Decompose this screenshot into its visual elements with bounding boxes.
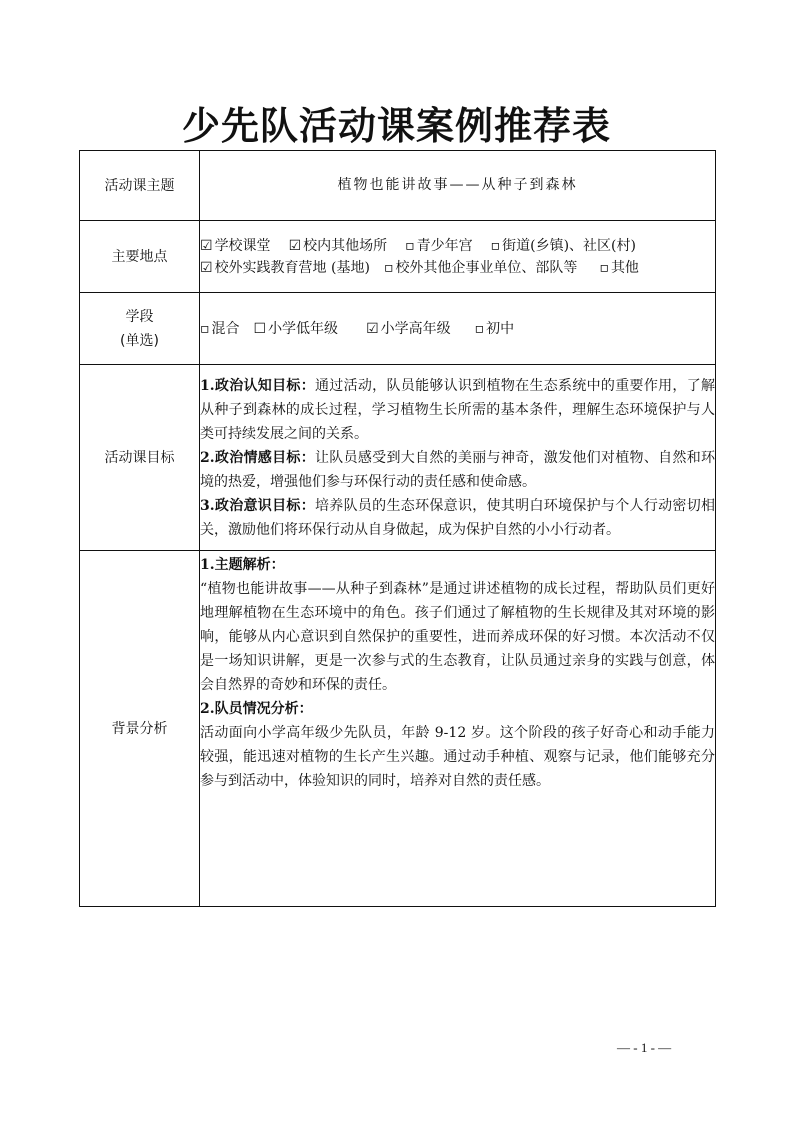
location-options-line1 [200,235,715,257]
page-number: — - 1 - — [617,1040,672,1055]
option-label: 初中 [486,320,515,337]
theme-value: 植物也能讲故事——从种子到森林 [200,151,716,221]
goal-text: 培养队员的生态环保意识，使其明白环境保护与个人行动密切相关，激励他们将环保行动从自身做起，成为保护自然的小小行动者。 [200,497,716,538]
goals-label: 活动课目标 [80,365,200,551]
background-label: 背景分析 [80,551,200,907]
option-label: 其他 [610,259,639,276]
goal-head: 1.政治认知目标： [200,377,315,394]
radio-empty-icon: ▫ [200,320,210,337]
radio-checked-icon: ☑ [366,320,379,337]
background-section1-text: “植物也能讲故事——从种子到森林”是通过讲述植物的成长过程，帮助队员们更好地理解植物在生态环境中的角色。孩子们通过了解植物的生长规律及其对环境的影响，能够从内心意识到自然保护的重要性，进而养成环保的好习惯。本次活动不仅是一场知识讲解，更是一次参与式的生态教育，让队员通过亲身的实践与创意，体会自然界的奇妙和环保的责任。 [200,581,715,693]
radio-empty-icon: ☐ [253,320,267,337]
checkbox-checked-icon: ☑ [200,237,213,254]
option-label: 小学高年级 [380,320,451,337]
background-content [200,551,716,907]
checkbox-empty-icon: ▫ [383,259,394,276]
location-option-practice-base[interactable] [200,257,370,279]
goal-text: 通过活动，队员能够认识到植物在生态系统中的重要作用，了解从种子到森林的成长过程，学习植物生长所需的基本条件，理解生态环境保护与人类可持续发展之间的关系。 [200,377,716,442]
goal-item-awareness [200,494,715,542]
grade-option-mixed[interactable] [200,318,240,340]
goals-row [80,365,716,551]
location-options-line2 [200,257,715,279]
option-label: 混合 [211,320,240,337]
grade-options-line [200,318,715,340]
option-label: 小学低年级 [268,320,339,337]
grade-option-junior-high[interactable] [475,318,515,340]
background-section2-text: 活动面向小学高年级少先队员，年龄 9-12 岁。这个阶段的孩子好奇心和动手能力较强，能迅速对植物的生长产生兴趣。通过动手种植、观察与记录，他们能够充分参与到活动中，体验知识的同时，培养对自然的责任感。 [200,725,715,789]
location-options [200,221,716,293]
page-title: 少先队活动课案例推荐表 [181,104,611,148]
grade-option-lower-primary[interactable] [254,318,339,340]
radio-empty-icon: ▫ [474,320,485,337]
theme-label: 活动课主题 [80,151,200,221]
grade-label-line2: (单选) [120,332,159,349]
option-label: 学校课堂 [214,237,271,254]
theme-row [80,151,716,221]
option-label: 校外其他企事业单位、部队等 [395,259,578,276]
location-row [80,221,716,293]
background-section2-head: 2.队员情况分析： [200,701,313,717]
goal-item-emotional [200,446,715,494]
goal-head: 3.政治意识目标： [200,497,315,514]
goal-head: 2.政治情感目标： [200,449,315,466]
goal-text: 让队员感受到大自然的美丽与神奇，激发他们对植物、自然和环境的热爱，增强他们参与环保行动的责任感和使命感。 [200,449,716,490]
grade-label-line1: 学段 [125,308,154,325]
grade-row [80,293,716,365]
background-section1-head: 1.主题解析： [200,557,285,573]
location-option-school-other[interactable] [289,235,388,257]
option-label: 青少年宫 [416,237,473,254]
location-option-enterprise[interactable] [384,257,578,279]
location-option-school-classroom[interactable] [200,235,271,257]
goals-content [200,365,716,551]
option-label: 校内其他场所 [303,237,388,254]
location-option-youth-palace[interactable] [405,235,473,257]
checkbox-checked-icon: ☑ [200,259,213,276]
grade-label [80,293,200,365]
checkbox-empty-icon: ▫ [490,237,501,254]
option-label: 街道(乡镇)、社区(村) [502,237,636,254]
checkbox-empty-icon: ▫ [599,259,609,276]
background-row [80,551,716,907]
location-option-community[interactable] [491,235,636,257]
goal-item-cognitive [200,374,715,446]
location-option-other[interactable] [599,257,639,279]
option-label: 校外实践教育营地 (基地) [214,259,370,276]
recommendation-form-table [79,150,716,907]
checkbox-checked-icon: ☑ [288,237,302,254]
location-label: 主要地点 [80,221,200,293]
grade-options [200,293,716,365]
checkbox-empty-icon: ▫ [405,237,415,254]
grade-option-upper-primary[interactable] [366,318,451,340]
